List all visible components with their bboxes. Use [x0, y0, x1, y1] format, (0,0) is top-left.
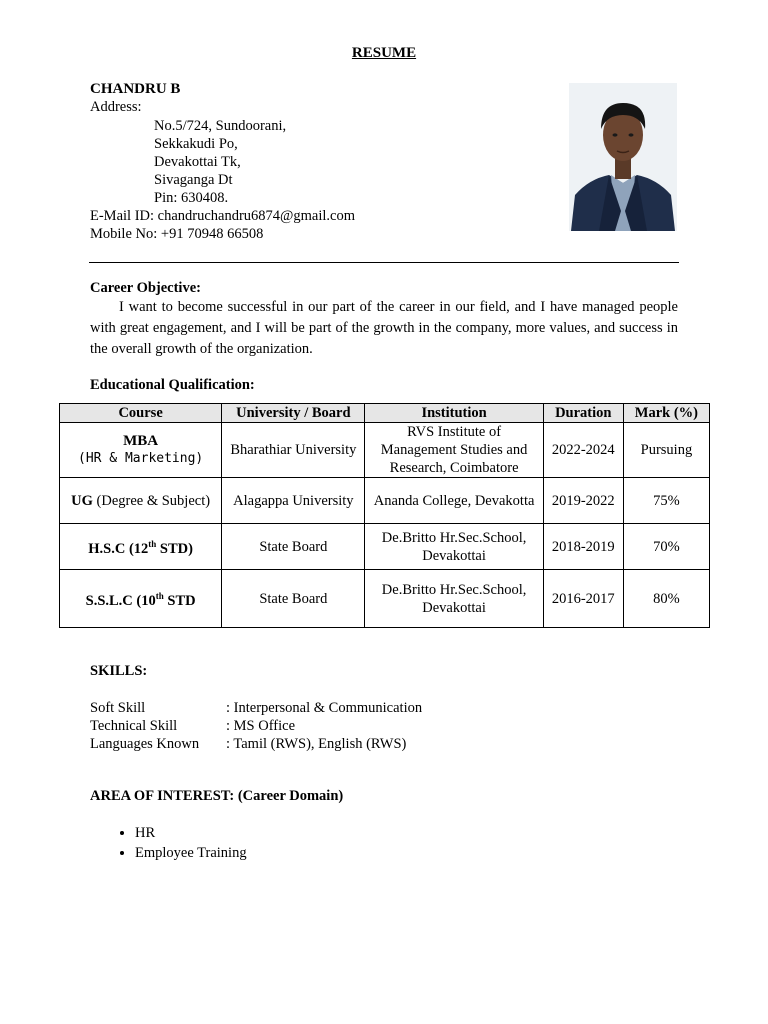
mark-cell: 75%: [623, 478, 709, 524]
interest-list: [90, 823, 247, 863]
course-superscript: th: [148, 539, 157, 550]
institution-cell: De.Britto Hr.Sec.School, Devakottai: [365, 570, 543, 628]
duration-cell: 2019-2022: [543, 478, 623, 524]
university-cell: Bharathiar University: [222, 423, 365, 478]
skill-value: : Interpersonal & Communication: [226, 700, 423, 716]
course-name-end: STD): [156, 540, 193, 557]
course-name: UG: [71, 492, 93, 509]
skill-row: [90, 699, 422, 717]
column-header: Duration: [543, 404, 623, 423]
area-of-interest-heading: AREA OF INTEREST: (Career Domain): [90, 788, 344, 804]
mark-cell: Pursuing: [623, 423, 709, 478]
course-name-end: STD: [163, 592, 196, 609]
education-table: [59, 403, 710, 628]
career-objective-text: I want to become successful in our part of the career in our field, and I have managed people with great engagement, and I will be part of the growth in the company, more values, and success in the overall growth of the organization.: [90, 299, 678, 357]
course-cell: [60, 423, 222, 478]
course-name: MBA: [123, 433, 159, 449]
university-cell: State Board: [222, 570, 365, 628]
skill-label: Languages Known: [90, 736, 200, 752]
header-divider: [89, 262, 679, 263]
candidate-name: CHANDRU B: [90, 81, 181, 97]
course-specialization: (Degree & Subject): [96, 492, 211, 509]
column-header: University / Board: [222, 404, 365, 423]
education-heading: Educational Qualification:: [90, 377, 255, 393]
institution-cell: RVS Institute of Management Studies and Research, Coimbatore: [365, 423, 543, 478]
skill-value: : Tamil (RWS), English (RWS): [226, 736, 407, 752]
university-cell: State Board: [222, 524, 365, 570]
course-specialization: (HR & Marketing): [78, 451, 204, 466]
contact-block: [90, 207, 355, 243]
university-cell: Alagappa University: [222, 478, 365, 524]
skill-row: [90, 735, 422, 753]
course-cell: [60, 478, 222, 524]
skill-label: Soft Skill: [90, 700, 146, 716]
skills-heading: SKILLS:: [90, 663, 148, 679]
table-header-row: [60, 404, 710, 423]
duration-cell: 2016-2017: [543, 570, 623, 628]
table-row: [60, 524, 710, 570]
column-header: Institution: [365, 404, 543, 423]
list-item: • Employee Training: [135, 843, 247, 863]
mark-cell: 70%: [623, 524, 709, 570]
duration-cell: 2022-2024: [543, 423, 623, 478]
mark-cell: 80%: [623, 570, 709, 628]
address-line: Sivaganga Dt: [154, 172, 233, 188]
column-header: Mark (%): [623, 404, 709, 423]
resume-title: RESUME: [351, 45, 417, 61]
course-cell: [60, 570, 222, 628]
table-row: [60, 570, 710, 628]
column-header: Course: [60, 404, 222, 423]
duration-cell: 2018-2019: [543, 524, 623, 570]
career-objective-heading: Career Objective:: [90, 280, 201, 296]
address-line: Sekkakudi Po,: [154, 136, 238, 152]
table-row: [60, 478, 710, 524]
address-line: Devakottai Tk,: [154, 154, 241, 170]
institution-cell: Ananda College, Devakotta: [365, 478, 543, 524]
email-line: E-Mail ID: chandruchandru6874@gmail.com: [90, 208, 356, 224]
course-name: S.S.L.C (10: [85, 592, 156, 609]
skill-row: [90, 717, 422, 735]
skill-label: Technical Skill: [90, 718, 178, 734]
address-block: [154, 117, 286, 207]
address-line: Pin: 630408.: [154, 190, 229, 206]
course-cell: [60, 524, 222, 570]
course-superscript: th: [155, 591, 164, 602]
table-row: [60, 423, 710, 478]
list-item: • HR: [135, 823, 247, 843]
address-line: No.5/724, Sundoorani,: [154, 118, 287, 134]
course-name: H.S.C (12: [88, 540, 149, 557]
institution-cell: De.Britto Hr.Sec.School, Devakottai: [365, 524, 543, 570]
address-label: Address:: [90, 99, 142, 115]
skills-list: [90, 699, 422, 753]
mobile-line: Mobile No: +91 70948 66508: [90, 226, 264, 242]
profile-photo: [569, 83, 677, 231]
skill-value: : MS Office: [226, 718, 296, 734]
